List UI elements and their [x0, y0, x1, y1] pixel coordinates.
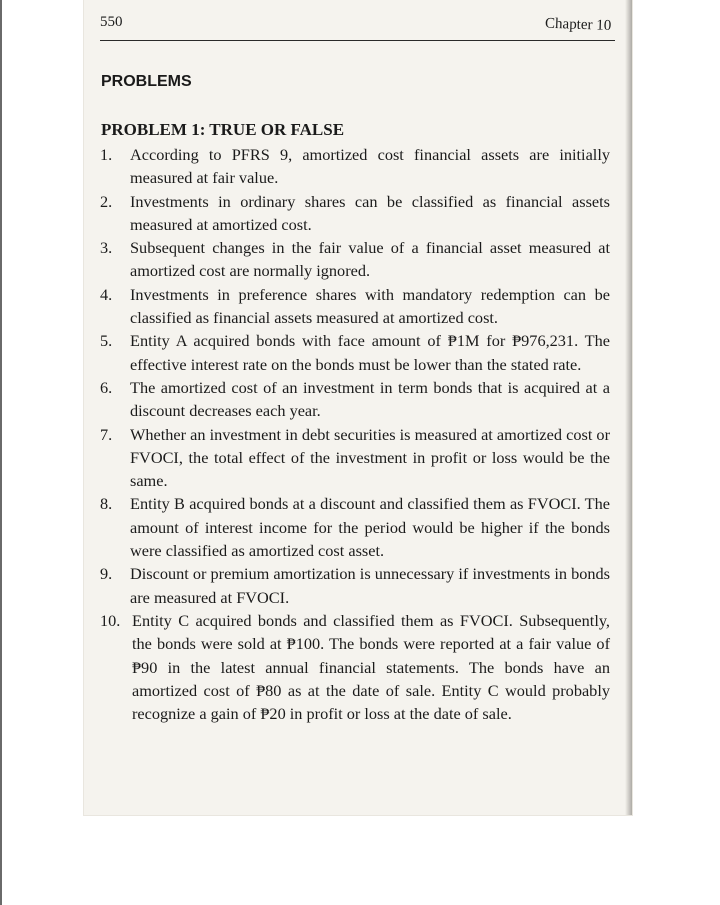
item-text: Entity B acquired bonds at a discount and classified them as FVOCI. The amount of interest income for the period would be higher if the bonds were classified as amortized cost asset.: [130, 494, 610, 561]
page-number: 550: [100, 14, 123, 30]
item-number: 8.: [100, 494, 113, 514]
list-item: [100, 423, 610, 493]
problem-list: [100, 143, 610, 725]
item-number: 1.: [100, 145, 113, 164]
item-text: Investments in preference shares with mandatory redemption can be classified as financial assets measured at amortized cost.: [130, 284, 610, 328]
item-number: 7.: [100, 424, 113, 444]
problem-title: PROBLEM 1: TRUE OR FALSE: [101, 120, 345, 139]
item-text: Entity A acquired bonds with face amount of ₱1M for ₱976,231. The effective interest rate on the bonds must be lower than the stated rate.: [130, 331, 610, 374]
list-item: [100, 492, 610, 562]
page-header: [100, 14, 615, 41]
item-number: 5.: [100, 331, 113, 351]
list-item: [100, 143, 610, 190]
item-number: 2.: [100, 191, 113, 211]
list-item: [100, 236, 610, 283]
item-number: 10.: [100, 610, 121, 630]
item-text: According to PFRS 9, amortized cost financial assets are initially measured at fair value.: [130, 145, 610, 188]
item-text: Discount or premium amortization is unnecessary if investments in bonds are measured at FVOCI.: [130, 564, 610, 607]
list-item: [100, 562, 610, 609]
item-text: Whether an investment in debt securities is measured at amortized cost or FVOCI, the total effect of the investment in profit or loss would be the same.: [130, 424, 610, 491]
book-page: [84, 0, 632, 815]
item-text: Subsequent changes in the fair value of a financial asset measured at amortized cost are normally ignored.: [130, 238, 610, 281]
list-item: [100, 283, 610, 330]
item-number: 9.: [100, 564, 113, 584]
list-item: [100, 329, 610, 376]
item-text: Entity C acquired bonds and classified them as FVOCI. Subsequently, the bonds were sold at ₱100. The bonds were reported at a fair value of ₱90 in the latest annual financial statements. The bonds have an amortized cost of ₱80 as at the date of sale. Entity C would probably recognize a gain of ₱20 in profit or loss at the date of sale.: [132, 610, 610, 724]
list-item: [100, 190, 610, 237]
section-title: PROBLEMS: [101, 73, 192, 90]
screen-left-edge: [0, 0, 2, 905]
item-number: 4.: [100, 284, 113, 304]
chapter-label: Chapter 10: [544, 15, 612, 34]
item-text: The amortized cost of an investment in term bonds that is acquired at a discount decreases each year.: [130, 377, 610, 421]
list-item: [100, 609, 610, 725]
item-number: 6.: [100, 377, 113, 397]
list-item: [100, 376, 610, 423]
item-text: Investments in ordinary shares can be classified as financial assets measured at amortized cost.: [130, 191, 610, 234]
item-number: 3.: [100, 238, 113, 258]
